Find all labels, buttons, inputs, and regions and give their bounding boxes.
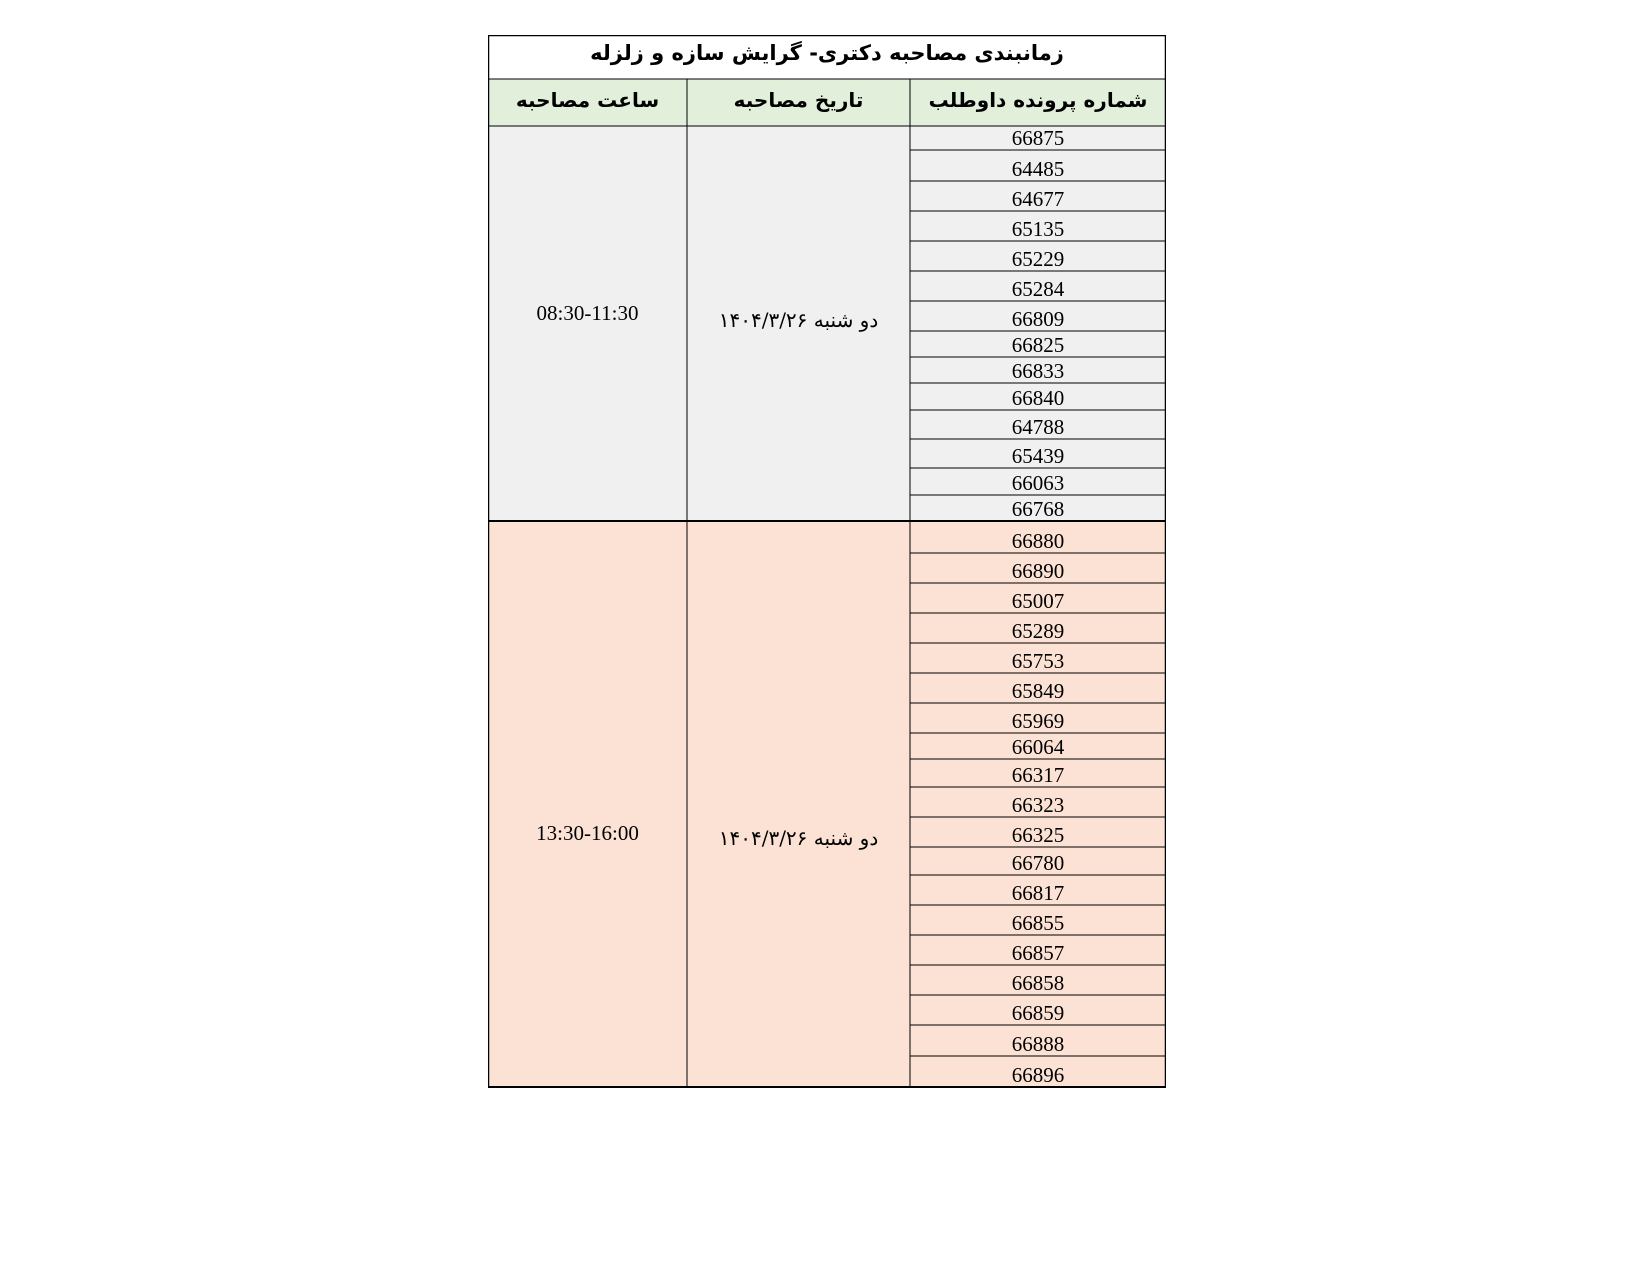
header-interview-date: تاریخ مصاحبه [733, 88, 864, 112]
header-interview-time: ساعت مصاحبه [515, 88, 660, 112]
file-number-cell: 66859 [1011, 1001, 1065, 1025]
file-number-cell: 66809 [1011, 307, 1065, 331]
group-afternoon-bg [488, 521, 1166, 1087]
file-number-cell: 66875 [1011, 126, 1065, 150]
file-number-cell: 66323 [1011, 793, 1065, 817]
file-number-cell: 66325 [1011, 823, 1065, 847]
file-number-cell: 65439 [1011, 444, 1065, 468]
file-number-cell: 66063 [1011, 471, 1065, 495]
file-number-cell: 65135 [1011, 217, 1065, 241]
group-date-morning: دو شنبه ۱۴۰۴/۳/۲۶ [718, 308, 879, 332]
file-number-cell: 66896 [1011, 1063, 1065, 1087]
group-time-afternoon: 13:30-16:00 [536, 821, 639, 845]
table-grid [488, 35, 1166, 1088]
file-number-cell: 66840 [1011, 386, 1065, 410]
file-number-cell: 66858 [1011, 971, 1065, 995]
header-file-number: شماره پرونده داوطلب [928, 88, 1148, 112]
file-number-cell: 66064 [1011, 735, 1065, 759]
file-number-cell: 66825 [1011, 333, 1065, 357]
file-number-cell: 66780 [1011, 851, 1065, 875]
file-number-cell: 66768 [1011, 497, 1065, 521]
file-number-cell: 65284 [1011, 277, 1065, 301]
file-number-cell: 65007 [1011, 589, 1065, 613]
file-number-cell: 64788 [1011, 415, 1065, 439]
file-number-cell: 65753 [1011, 649, 1065, 673]
file-number-cell: 66857 [1011, 941, 1065, 965]
table-title: زمانبندی مصاحبه دکتری- گرایش سازه و زلزله [590, 41, 1064, 65]
group-date-afternoon: دو شنبه ۱۴۰۴/۳/۲۶ [718, 826, 879, 850]
interview-schedule-table [488, 35, 1166, 1088]
file-number-cell: 64485 [1011, 157, 1065, 181]
file-number-cell: 66833 [1011, 359, 1065, 383]
file-number-cell: 65849 [1011, 679, 1065, 703]
file-number-cell: 66880 [1011, 529, 1065, 553]
file-number-cell: 66317 [1011, 763, 1065, 787]
file-number-cell: 66817 [1011, 881, 1065, 905]
file-number-cell: 66888 [1011, 1032, 1065, 1056]
file-number-cell: 65229 [1011, 247, 1065, 271]
file-number-cell: 64677 [1011, 187, 1065, 211]
file-number-cell: 66855 [1011, 911, 1065, 935]
file-number-cell: 66890 [1011, 559, 1065, 583]
file-number-cell: 65969 [1011, 709, 1065, 733]
group-time-morning: 08:30-11:30 [536, 301, 639, 325]
file-number-cell: 65289 [1011, 619, 1065, 643]
